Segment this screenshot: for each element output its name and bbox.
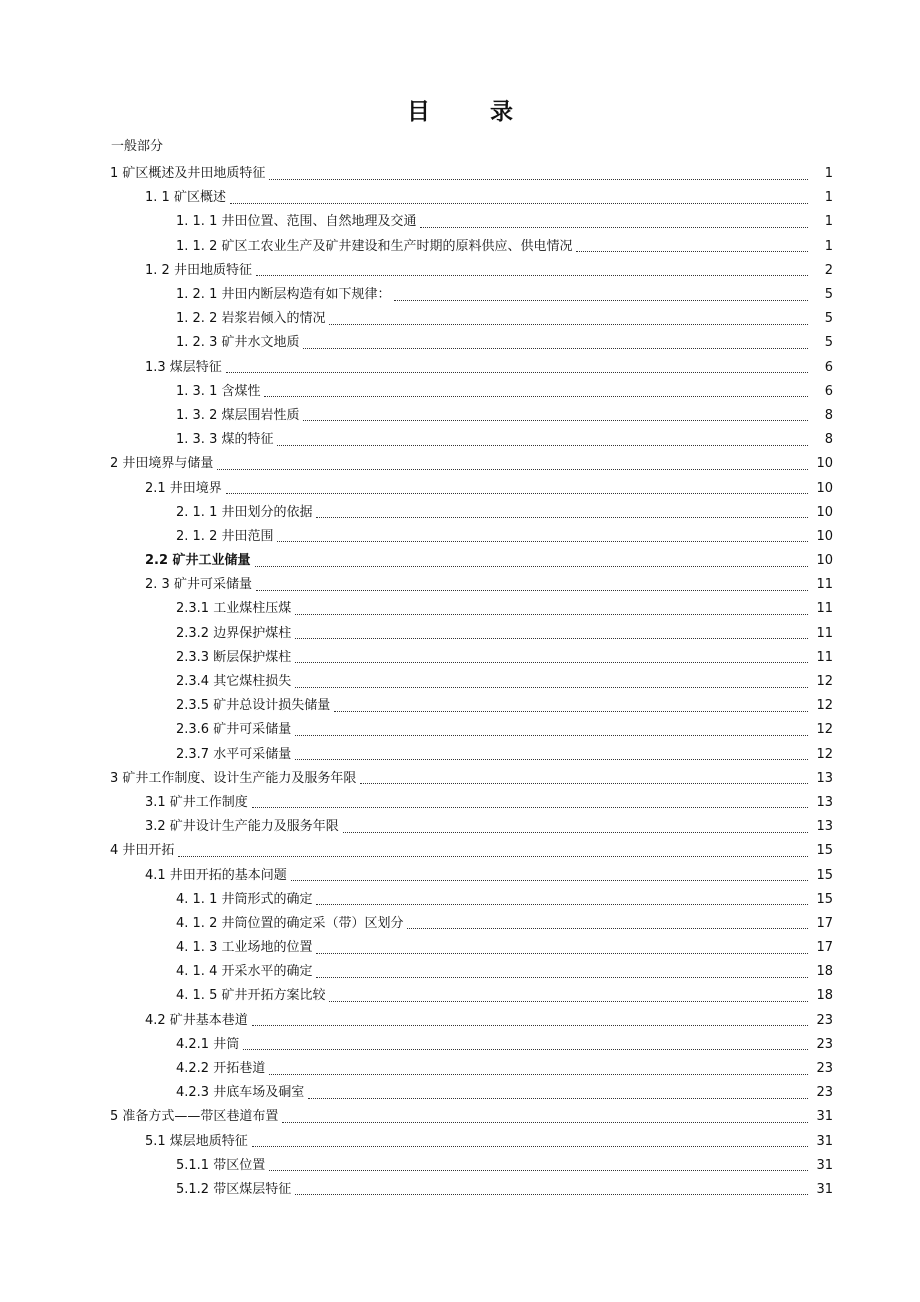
dot-leader	[277, 445, 808, 446]
toc-page-number: 17	[816, 915, 833, 931]
toc-page-number: 2	[824, 262, 833, 278]
toc-page-number: 12	[816, 746, 833, 762]
toc-page-number: 1	[824, 166, 833, 182]
dot-leader	[316, 953, 808, 954]
toc-entry[interactable]	[0, 767, 920, 791]
toc-entry[interactable]	[0, 936, 920, 960]
dot-leader	[217, 469, 808, 470]
toc-entry-title: 1. 3. 1 含煤性	[176, 383, 261, 399]
dot-leader	[256, 275, 808, 276]
toc-page-number: 11	[816, 625, 833, 641]
toc-page-number: 10	[816, 480, 833, 496]
table-of-contents	[0, 162, 920, 1202]
dot-leader	[316, 904, 808, 905]
toc-entry-title: 2.3.5 矿井总设计损失储量	[176, 698, 331, 714]
toc-entry[interactable]	[0, 839, 920, 863]
dot-leader	[226, 493, 808, 494]
toc-page-number: 12	[816, 674, 833, 690]
dot-leader	[295, 735, 808, 736]
toc-entry[interactable]	[0, 283, 920, 307]
toc-entry-title: 2. 3 矿井可采储量	[145, 577, 252, 593]
toc-entry-title: 2.3.4 其它煤柱损失	[176, 674, 292, 690]
toc-entry[interactable]	[0, 912, 920, 936]
dot-leader	[343, 832, 808, 833]
toc-page-number: 5	[824, 335, 833, 351]
dot-leader	[277, 541, 808, 542]
dot-leader	[303, 420, 808, 421]
toc-page-number: 18	[816, 964, 833, 980]
toc-entry[interactable]	[0, 670, 920, 694]
dot-leader	[255, 566, 808, 567]
dot-leader	[295, 638, 808, 639]
dot-leader	[407, 928, 808, 929]
toc-page-number: 6	[824, 383, 833, 399]
toc-entry-title: 1. 3. 2 煤层围岩性质	[176, 407, 300, 423]
toc-entry[interactable]	[0, 1033, 920, 1057]
toc-entry-title: 4 井田开拓	[110, 843, 175, 859]
toc-entry-title: 1.3 煤层特征	[145, 359, 222, 375]
toc-entry-title: 1. 2. 2 岩浆岩倾入的情况	[176, 311, 326, 327]
toc-page-number: 15	[816, 867, 833, 883]
toc-entry[interactable]	[0, 743, 920, 767]
dot-leader	[230, 203, 808, 204]
toc-page-number: 15	[816, 843, 833, 859]
dot-leader	[252, 1025, 808, 1026]
toc-entry[interactable]	[0, 573, 920, 597]
toc-entry-title: 4.2.3 井底车场及硐室	[176, 1085, 305, 1101]
toc-page-number: 13	[816, 770, 833, 786]
toc-entry[interactable]	[0, 1178, 920, 1202]
toc-entry[interactable]	[0, 815, 920, 839]
dot-leader	[316, 517, 808, 518]
toc-entry-title: 2. 1. 2 井田范围	[176, 528, 274, 544]
toc-entry[interactable]	[0, 1105, 920, 1129]
dot-leader	[252, 1146, 808, 1147]
toc-entry[interactable]	[0, 960, 920, 984]
toc-entry-title: 4. 1. 5 矿井开拓方案比较	[176, 988, 326, 1004]
toc-page-number: 11	[816, 601, 833, 617]
toc-page-number: 10	[816, 553, 833, 569]
toc-page-number: 1	[824, 214, 833, 230]
toc-entry[interactable]	[0, 476, 920, 500]
toc-entry-title: 2. 1. 1 井田划分的依据	[176, 504, 313, 520]
dot-leader	[334, 711, 808, 712]
toc-entry-title: 2.3.7 水平可采储量	[176, 746, 292, 762]
toc-page-number: 1	[824, 190, 833, 206]
dot-leader	[282, 1122, 808, 1123]
toc-entry-title: 2.3.6 矿井可采储量	[176, 722, 292, 738]
dot-leader	[269, 1170, 808, 1171]
toc-page-number: 31	[816, 1133, 833, 1149]
toc-entry[interactable]	[0, 259, 920, 283]
dot-leader	[316, 977, 808, 978]
toc-entry[interactable]	[0, 549, 920, 573]
toc-page-number: 10	[816, 456, 833, 472]
toc-entry-title: 5.1.2 带区煤层特征	[176, 1181, 292, 1197]
toc-entry-title: 1. 1 矿区概述	[145, 190, 226, 206]
toc-entry[interactable]	[0, 1057, 920, 1081]
toc-entry[interactable]	[0, 888, 920, 912]
dot-leader	[252, 807, 808, 808]
toc-entry-title: 1. 1. 1 井田位置、范围、自然地理及交通	[176, 214, 417, 230]
dot-leader	[394, 300, 808, 301]
toc-entry-title: 1. 2 井田地质特征	[145, 262, 252, 278]
toc-entry-title: 2.3.2 边界保护煤柱	[176, 625, 292, 641]
toc-entry[interactable]	[0, 428, 920, 452]
toc-entry[interactable]	[0, 597, 920, 621]
dot-leader	[329, 1001, 808, 1002]
toc-page-number: 17	[816, 940, 833, 956]
toc-entry[interactable]	[0, 694, 920, 718]
toc-entry-title: 5.1 煤层地质特征	[145, 1133, 248, 1149]
toc-page-number: 31	[816, 1157, 833, 1173]
toc-entry[interactable]	[0, 501, 920, 525]
toc-page-number: 1	[824, 238, 833, 254]
toc-entry[interactable]	[0, 622, 920, 646]
toc-entry[interactable]	[0, 452, 920, 476]
toc-page-number: 31	[816, 1181, 833, 1197]
dot-leader	[295, 662, 808, 663]
toc-page-number: 18	[816, 988, 833, 1004]
dot-leader	[295, 614, 808, 615]
toc-page-number: 8	[824, 432, 833, 448]
dot-leader	[360, 783, 808, 784]
toc-entry[interactable]	[0, 356, 920, 380]
dot-leader	[295, 759, 808, 760]
toc-entry-title: 1. 2. 3 矿井水文地质	[176, 335, 300, 351]
page-title: 目 录	[406, 98, 539, 125]
toc-entry-title: 4.2 矿井基本巷道	[145, 1012, 248, 1028]
toc-page-number: 8	[824, 407, 833, 423]
toc-entry-title: 2.1 井田境界	[145, 480, 222, 496]
toc-page-number: 23	[816, 1085, 833, 1101]
toc-entry-title: 2 井田境界与储量	[110, 456, 214, 472]
dot-leader	[291, 880, 808, 881]
toc-page-number: 10	[816, 504, 833, 520]
dot-leader	[269, 179, 808, 180]
toc-page-number: 13	[816, 819, 833, 835]
toc-entry-title: 4. 1. 4 开采水平的确定	[176, 964, 313, 980]
toc-entry-title: 3.2 矿井设计生产能力及服务年限	[145, 819, 339, 835]
toc-page-number: 23	[816, 1061, 833, 1077]
toc-entry[interactable]	[0, 525, 920, 549]
toc-page-number: 5	[824, 287, 833, 303]
dot-leader	[178, 856, 808, 857]
toc-entry-title: 3 矿井工作制度、设计生产能力及服务年限	[110, 770, 357, 786]
toc-page-number: 13	[816, 794, 833, 810]
toc-entry-title: 4. 1. 3 工业场地的位置	[176, 940, 313, 956]
dot-leader	[295, 687, 808, 688]
dot-leader	[269, 1074, 808, 1075]
toc-page-number: 11	[816, 577, 833, 593]
toc-page-number: 23	[816, 1036, 833, 1052]
toc-entry[interactable]	[0, 331, 920, 355]
dot-leader	[226, 372, 808, 373]
toc-entry-title: 2.3.1 工业煤柱压煤	[176, 601, 292, 617]
toc-page-number: 5	[824, 311, 833, 327]
toc-page-number: 12	[816, 722, 833, 738]
toc-entry[interactable]	[0, 1081, 920, 1105]
dot-leader	[303, 348, 808, 349]
toc-entry-title: 1 矿区概述及井田地质特征	[110, 166, 266, 182]
toc-page-number: 11	[816, 649, 833, 665]
toc-entry[interactable]	[0, 186, 920, 210]
dot-leader	[420, 227, 808, 228]
toc-page-number: 12	[816, 698, 833, 714]
toc-entry[interactable]	[0, 380, 920, 404]
dot-leader	[264, 396, 808, 397]
toc-page-number: 10	[816, 528, 833, 544]
toc-entry[interactable]	[0, 718, 920, 742]
toc-entry[interactable]	[0, 984, 920, 1008]
toc-entry-title: 4.2.1 井筒	[176, 1036, 240, 1052]
toc-entry-title: 2.3.3 断层保护煤柱	[176, 649, 292, 665]
dot-leader	[576, 251, 808, 252]
toc-entry[interactable]	[0, 307, 920, 331]
toc-entry[interactable]	[0, 210, 920, 234]
toc-entry-title: 4.1 井田开拓的基本问题	[145, 867, 287, 883]
dot-leader	[256, 590, 808, 591]
section-heading: 一般部分	[111, 139, 164, 154]
toc-entry-title: 1. 3. 3 煤的特征	[176, 432, 274, 448]
toc-entry-title: 1. 1. 2 矿区工农业生产及矿井建设和生产时期的原料供应、供电情况	[176, 238, 573, 254]
toc-entry-title: 4. 1. 1 井筒形式的确定	[176, 891, 313, 907]
toc-entry-title: 3.1 矿井工作制度	[145, 794, 248, 810]
toc-entry-title: 5 准备方式——带区巷道布置	[110, 1109, 279, 1125]
toc-page-number: 15	[816, 891, 833, 907]
toc-entry-title: 4.2.2 开拓巷道	[176, 1061, 266, 1077]
toc-entry-title: 5.1.1 带区位置	[176, 1157, 266, 1173]
toc-entry[interactable]	[0, 1130, 920, 1154]
toc-entry-title: 1. 2. 1 井田内断层构造有如下规律：	[176, 287, 391, 303]
toc-page-number: 23	[816, 1012, 833, 1028]
dot-leader	[243, 1049, 808, 1050]
toc-entry[interactable]	[0, 235, 920, 259]
dot-leader	[308, 1098, 808, 1099]
toc-entry-title: 4. 1. 2 井筒位置的确定采（带）区划分	[176, 915, 404, 931]
toc-entry[interactable]	[0, 646, 920, 670]
toc-entry[interactable]	[0, 1009, 920, 1033]
toc-entry[interactable]	[0, 1154, 920, 1178]
toc-entry[interactable]	[0, 404, 920, 428]
toc-entry[interactable]	[0, 791, 920, 815]
dot-leader	[329, 324, 808, 325]
toc-entry[interactable]	[0, 863, 920, 887]
toc-page-number: 6	[824, 359, 833, 375]
dot-leader	[295, 1194, 808, 1195]
toc-page-number: 31	[816, 1109, 833, 1125]
toc-entry-title: 2.2 矿井工业储量	[145, 553, 251, 569]
toc-entry[interactable]	[0, 162, 920, 186]
